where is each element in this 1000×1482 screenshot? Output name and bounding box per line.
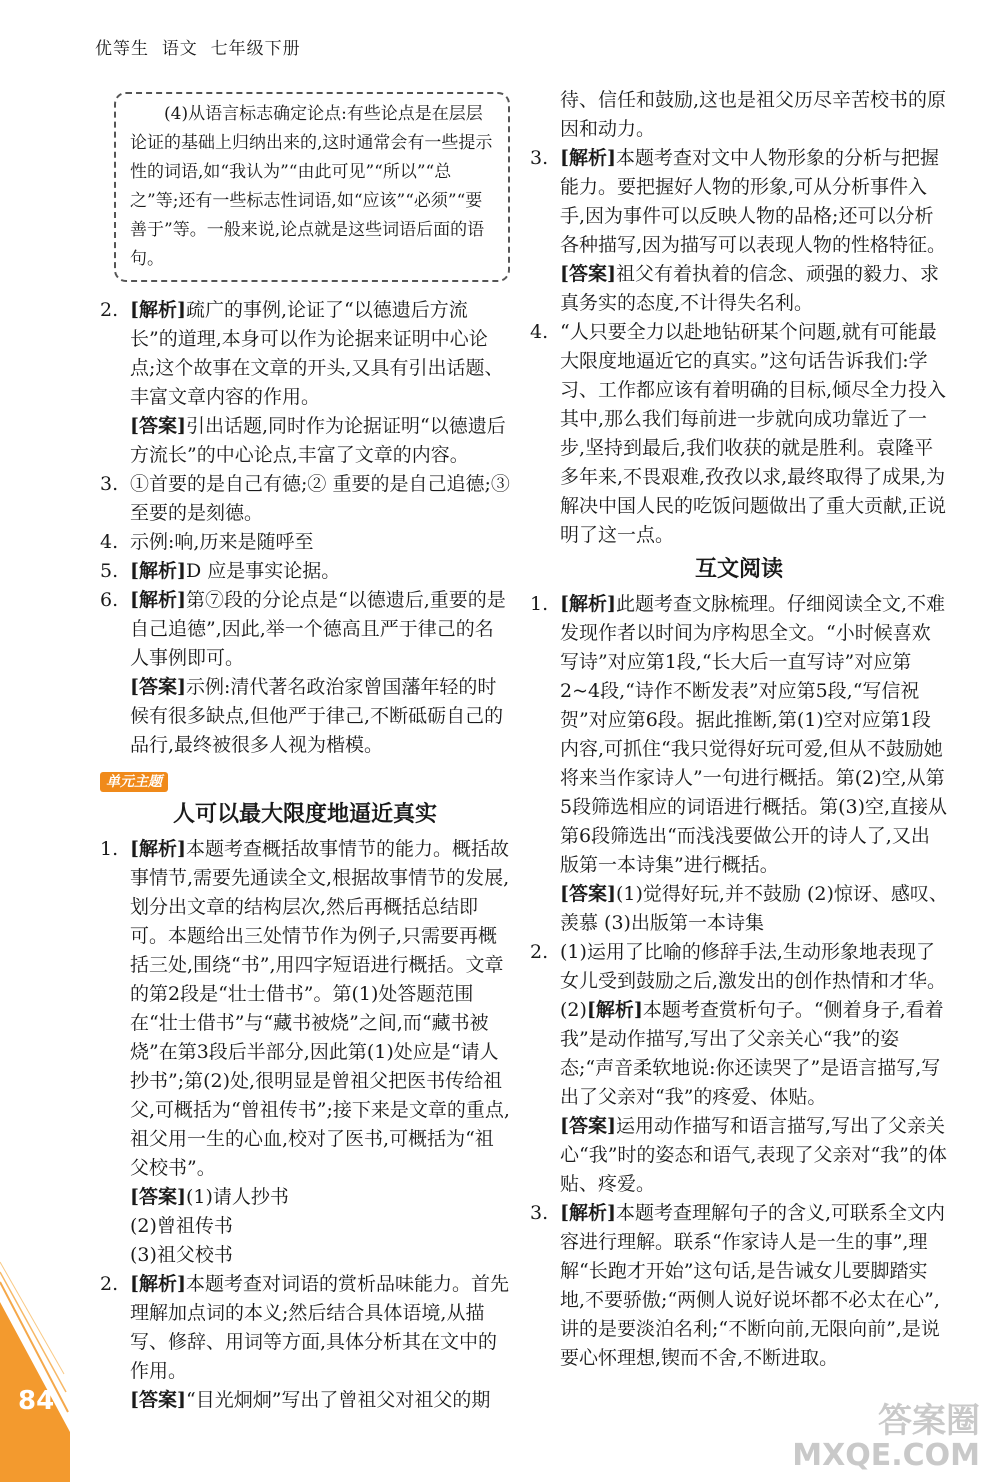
section2-item-2 xyxy=(530,938,948,1199)
item-number: 1. xyxy=(100,838,119,860)
analysis-text: D 应是事实论据。 xyxy=(185,560,341,582)
watermark-url: MXQE.COM xyxy=(792,1438,980,1473)
answer-tag: [答案] xyxy=(130,676,186,698)
running-header xyxy=(95,34,301,59)
header-subject: 语文 xyxy=(161,39,198,59)
analysis-tag: [解析] xyxy=(586,999,643,1021)
left-column xyxy=(100,86,510,1415)
answer-tag: [答案] xyxy=(560,263,616,285)
watermark-text: 答案圈 xyxy=(878,1401,980,1441)
analysis-tag: [解析] xyxy=(130,1273,186,1295)
analysis-tag: [解析] xyxy=(130,560,186,582)
item-text: “人只要全力以赴地钻研某个问题,就有可能最大限度地逼近它的真实。”这句话告诉我们:学习、工作都应该有着明确的目标,倾尽全力投入其中,那么我们每前进一步就向成功靠近了一步,坚持到最后,我们收获的就是胜利。袁隆平多年来,不畏艰难,孜孜以求,最终取得了成果,为解决中国人民的吃饭问题做出了重大贡献,正说明了这一点。 xyxy=(560,321,947,546)
analysis-tag: [解析] xyxy=(130,838,186,860)
watermark-logo xyxy=(792,1402,980,1472)
analysis-text: 本题考查概括故事情节的能力。概括故事情节,需要先通读全文,根据故事情节的发展,划分出文章的结构层次,然后再概括总结即可。本题给出三处情节作为例子,只需要再概括三处,围绕“书”,用四字短语进行概括。文章的第2段是“壮士借书”。第(1)处答题范围在“壮士借书”与“藏书被烧”之间,而“藏书被烧”在第3段后半部分,因此第(1)处应是“请人抄书”;第(2)处,很明显是曾祖父把医书传给祖父,可概括为“曾祖传书”;接下来是文章的重点,祖父用一生的心血,校对了医书,可概括为“祖父校书”。 xyxy=(130,838,510,1179)
analysis-tag: [解析] xyxy=(560,1202,616,1224)
item-number: 2. xyxy=(100,299,119,321)
item-number: 1. xyxy=(530,593,549,615)
answer-text: (1)觉得好玩,并不鼓励 (2)惊讶、感叹、羡慕 (3)出版第一本诗集 xyxy=(560,883,948,934)
answer-tag: [答案] xyxy=(130,415,186,437)
sub-label: (2) xyxy=(560,999,587,1021)
continued-answer: 待、信任和鼓励,这也是祖父历尽辛苦校书的原因和动力。 xyxy=(560,89,947,140)
item-number: 3. xyxy=(100,473,119,495)
tip-box: (4)从语言标志确定论点:有些论点是在层层论证的基础上归纳出来的,这时通常会有一些提示性的词语,如“我认为”“由此可见”“所以”“总之”等;还有一些标志性词语,如“应该”“必须”“要善于”等。一般来说,论点就是这些词语后面的语句。 xyxy=(114,92,510,282)
left-item-6 xyxy=(100,586,510,760)
answer-line: (3)祖父校书 xyxy=(130,1244,233,1266)
section2-item-3 xyxy=(530,1199,948,1373)
answer-line: (2)曾祖传书 xyxy=(130,1215,233,1237)
left-item-4 xyxy=(100,528,510,557)
left-item-5 xyxy=(100,557,510,586)
section-badge: 单元主题 xyxy=(100,772,168,792)
answer-tag: [答案] xyxy=(560,1115,616,1137)
analysis-text: 第⑦段的分论点是“以德遗后,重要的是自己追德”,因此,举一个德高且严于律己的名人事例即可。 xyxy=(130,589,506,669)
analysis-text: 本题考查对词语的赏析品味能力。首先理解加点词的本义;然后结合具体语境,从描写、修辞、用词等方面,具体分析其在文中的作用。 xyxy=(130,1273,509,1382)
analysis-tag: [解析] xyxy=(130,299,186,321)
left-item-3 xyxy=(100,470,510,528)
analysis-text: 疏广的事例,论证了“以德遗后方流长”的道理,本身可以作为论据来证明中心论点;这个故事在文章的开头,又具有引出话题、丰富文章内容的作用。 xyxy=(130,299,504,408)
header-grade: 七年级下册 xyxy=(210,39,301,59)
answer-tag: [答案] xyxy=(560,883,616,905)
item-number: 5. xyxy=(100,560,119,582)
analysis-tag: [解析] xyxy=(130,589,186,611)
analysis-tag: [解析] xyxy=(560,593,616,615)
left-item-2 xyxy=(100,296,510,470)
answer-text: “目光炯炯”写出了曾祖父对祖父的期 xyxy=(185,1389,491,1411)
analysis-text: 此题考查文脉梳理。仔细阅读全文,不难发现作者以时间为序构思全文。“小时候喜欢写诗”对应第1段,“长大后一直写诗”对应第2~4段,“诗作不断发表”对应第5段,“写信祝贺”对应第6段。据此推断,第(1)空对应第1段内容,可抓住“我只觉得好玩可爱,但从不鼓励她将来当作家诗人”一句进行概括。第(2)空,从第5段筛选相应的词语进行概括。第(3)空,直接从第6段筛选出“而浅浅要做公开的诗人了,又出版第一本诗集”进行概括。 xyxy=(560,593,948,876)
answer-text: 引出话题,同时作为论据证明“以德遗后方流长”的中心论点,丰富了文章的内容。 xyxy=(130,415,506,466)
page-number: 84 xyxy=(18,1386,55,1416)
answer-text: 祖父有着执着的信念、顽强的毅力、求真务实的态度,不计得失名利。 xyxy=(560,263,939,314)
right-column xyxy=(530,86,948,1373)
right-item-4 xyxy=(530,318,948,550)
answer-tag: [答案] xyxy=(130,1186,186,1208)
item-text: 示例:响,历来是随呼至 xyxy=(130,531,314,553)
answer-text: 示例:清代著名政治家曾国藩年轻的时候有很多缺点,但他严于律己,不断砥砺自己的品行,最终被很多人视为楷模。 xyxy=(130,676,504,756)
section2-item-1 xyxy=(530,590,948,938)
item-text: ①首要的是自己有德;② 重要的是自己追德;③至要的是刻德。 xyxy=(130,473,510,524)
answer-text: 运用动作描写和语言描写,写出了父亲关心“我”时的姿态和语气,表现了父亲对“我”的体贴、疼爱。 xyxy=(560,1115,947,1195)
item-number: 4. xyxy=(100,531,119,553)
item-number: 2. xyxy=(100,1273,119,1295)
analysis-text: 本题考查对文中人物形象的分析与把握能力。要把握好人物的形象,可从分析事件入手,因为事件可以反映人物的品格;还可以分析各种描写,因为描写可以表现人物的性格特征。 xyxy=(560,147,947,256)
section1-item-1 xyxy=(100,835,510,1270)
header-book: 优等生 xyxy=(95,39,149,59)
section1-item-2 xyxy=(100,1270,510,1415)
item-number: 6. xyxy=(100,589,119,611)
answer-tag: [答案] xyxy=(130,1389,186,1411)
item-number: 3. xyxy=(530,147,549,169)
section-title: 人可以最大限度地逼近真实 xyxy=(172,802,437,827)
item-number: 2. xyxy=(530,941,549,963)
page-corner-decoration xyxy=(0,1242,70,1482)
analysis-text: 本题考查理解句子的含义,可联系全文内容进行理解。联系“作家诗人是一生的事”,理解“长跑才开始”这句话,是告诫女儿要脚踏实地,不要骄傲;“两侧人说好说坏都不必太在心”,讲的是要淡泊名利;“不断向前,无限向前”,是说要心怀理想,锲而不舍,不断进取。 xyxy=(560,1202,946,1369)
item-text: (1)运用了比喻的修辞手法,生动形象地表现了女儿受到鼓励之后,激发出的创作热情和才华。 xyxy=(560,941,947,992)
answer-line: (1)请人抄书 xyxy=(185,1186,289,1208)
analysis-text: 本题考查赏析句子。“侧着身子,看着我”是动作描写,写出了父亲关心“我”的姿态;“声音柔软地说:你还读哭了”是语言描写,写出了父亲对“我”的疼爱、体贴。 xyxy=(560,999,944,1108)
item-number: 3. xyxy=(530,1202,549,1224)
right-item-3 xyxy=(530,144,948,318)
section-title: 互文阅读 xyxy=(694,557,783,582)
item-number: 4. xyxy=(530,321,549,343)
analysis-tag: [解析] xyxy=(560,147,616,169)
